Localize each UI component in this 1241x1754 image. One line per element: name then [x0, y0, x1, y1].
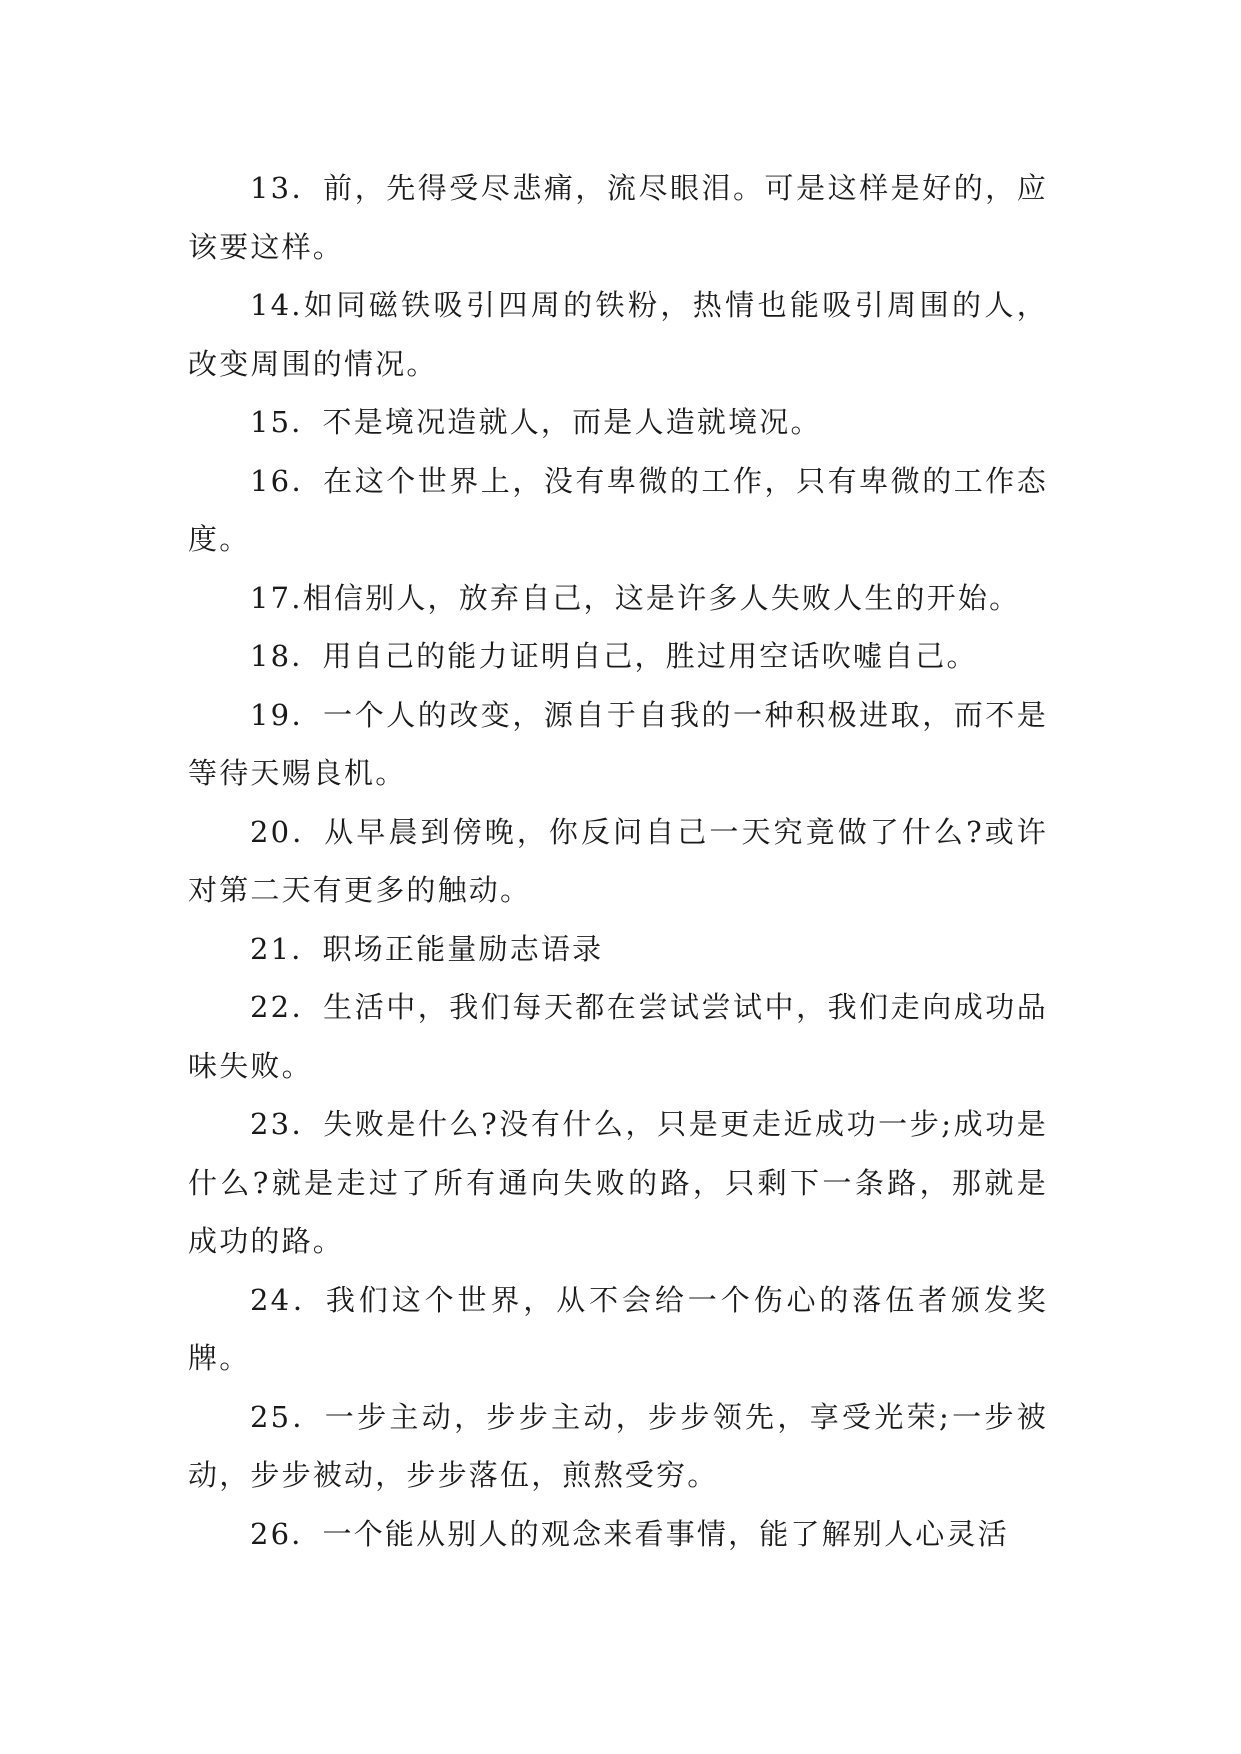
paragraph-15: 15．不是境况造就人，而是人造就境况。: [250, 405, 822, 439]
paragraph-24: 24．我们这个世界，从不会给一个伤心的落伍者颁发奖牌。: [188, 1282, 1048, 1375]
paragraph-23: 23．失败是什么?没有什么，只是更走近成功一步;成功是什么?就是走过了所有通向失败的路，只剩下一条路，那就是成功的路。: [188, 1107, 1048, 1258]
paragraph-26: 26．一个能从别人的观念来看事情，能了解别人心灵活: [250, 1516, 1009, 1551]
paragraph-20: 20．从早晨到傍晚，你反问自己一天究竟做了什么?或许对第二天有更多的触动。: [188, 814, 1048, 907]
paragraph-21: 21．职场正能量励志语录: [250, 931, 604, 966]
paragraph-13: 13．前，先得受尽悲痛，流尽眼泪。可是这样是好的，应该要这样。: [188, 171, 1048, 264]
paragraph-22: 22．生活中，我们每天都在尝试尝试中，我们走向成功品味失败。: [188, 990, 1048, 1083]
paragraph-19: 19．一个人的改变，源自于自我的一种积极进取，而不是等待天赐良机。: [188, 697, 1048, 790]
paragraph-16: 16．在这个世界上，没有卑微的工作，只有卑微的工作态度。: [188, 463, 1048, 556]
paragraph-18: 18．用自己的能力证明自己，胜过用空话吹嘘自己。: [250, 639, 978, 673]
paragraph-25: 25．一步主动，步步主动，步步领先，享受光荣;一步被动，步步被动，步步落伍，煎熬受穷。: [188, 1399, 1048, 1492]
paragraph-14: 14.如同磁铁吸引四周的铁粉，热情也能吸引周围的人，改变周围的情况。: [188, 288, 1048, 381]
paragraph-17: 17.相信别人，放弃自己，这是许多人失败人生的开始。: [250, 580, 1021, 615]
document-body: [188, 159, 1048, 1563]
